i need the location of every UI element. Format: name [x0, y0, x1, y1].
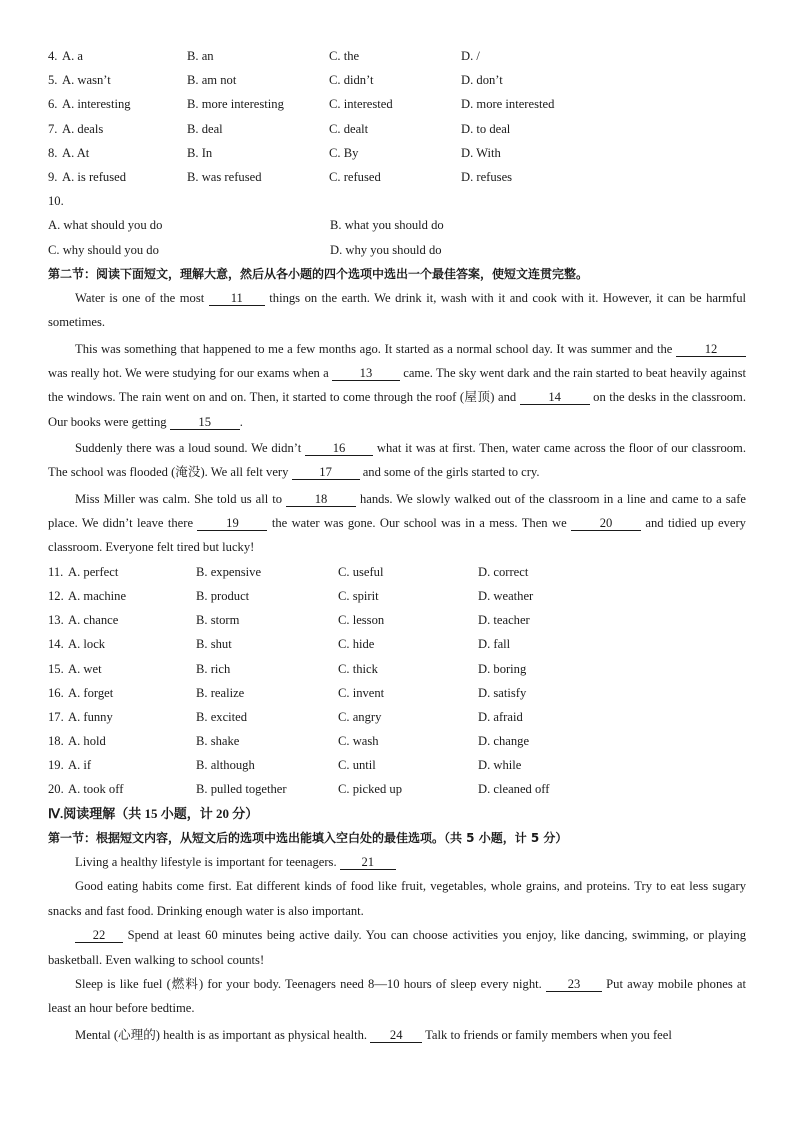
- question-row: [48, 44, 746, 68]
- blank-11: 11: [209, 291, 265, 306]
- option-b[interactable]: B. was refused: [187, 169, 262, 184]
- option-d[interactable]: D. why you should do: [330, 242, 442, 257]
- option-c[interactable]: C. dealt: [329, 121, 369, 136]
- section-4-heading: Ⅳ.阅读理解（共 15 小题，计 20 分）: [48, 805, 259, 821]
- option-a[interactable]: A. At: [62, 145, 90, 160]
- option-a[interactable]: A. wet: [68, 661, 102, 676]
- question-row: [48, 777, 746, 801]
- option-d[interactable]: D. boring: [478, 661, 527, 676]
- question-number: 11.: [48, 564, 64, 579]
- option-d[interactable]: D. don’t: [461, 73, 503, 88]
- question-number: 15.: [48, 661, 64, 676]
- blank-15: 15: [170, 415, 240, 430]
- question-number: 7.: [48, 121, 58, 136]
- blank-23: 23: [546, 977, 602, 992]
- question-row: [48, 560, 746, 584]
- section-4-subheading: 第一节：根据短文内容，从短文后的选项中选出能填入空白处的最佳选项。（共 5 小题，计 5 分）: [48, 830, 568, 845]
- option-d[interactable]: D. With: [461, 145, 501, 160]
- option-d[interactable]: D. cleaned off: [478, 782, 550, 797]
- reading-paragraph-4: Sleep is like fuel (燃料) for your body. Teenagers need 8—10 hours of sleep every night. 23 Put away mobile phones at least an hour before bedtime.: [48, 977, 747, 1016]
- option-b[interactable]: B. deal: [187, 121, 223, 136]
- option-d[interactable]: D. refuses: [461, 169, 513, 184]
- option-b[interactable]: B. rich: [196, 661, 231, 676]
- question-number: 20.: [48, 782, 64, 797]
- option-a[interactable]: A. funny: [68, 709, 113, 724]
- option-d[interactable]: D. correct: [478, 564, 529, 579]
- blank-21: 21: [340, 855, 396, 870]
- option-b[interactable]: B. excited: [196, 709, 248, 724]
- question-number: 17.: [48, 709, 64, 724]
- question-row: [48, 632, 746, 656]
- option-b[interactable]: B. an: [187, 49, 214, 63]
- reading-paragraph-2: Good eating habits come first. Eat different kinds of food like fruit, vegetables, whole grains, and proteins. Try to eat less sugary snacks and fast food. Drinking enough water is also important.: [48, 879, 746, 918]
- reading-paragraph-3: 22 Spend at least 60 minutes being active daily. You can choose activities you enjoy, like dancing, swimming, or playing basketball. Even walking to school counts!: [48, 928, 746, 967]
- question-number: 16.: [48, 685, 64, 700]
- option-a[interactable]: A. took off: [68, 782, 124, 797]
- option-c[interactable]: C. invent: [338, 685, 385, 700]
- question-number: 6.: [48, 97, 58, 112]
- blank-18: 18: [286, 492, 356, 507]
- question-number: 8.: [48, 145, 58, 160]
- option-a[interactable]: A. if: [68, 758, 92, 773]
- exam-page: [48, 44, 746, 1047]
- passage-paragraph-4: Miss Miller was calm. She told us all to 18 hands. We slowly walked out of the classroom in a line and came to a safe place. We didn’t leave there 19 the water was gone. Our school was in a mess. Then we 20 and tidied up every classroom. Everyone felt tired but lucky!: [48, 491, 746, 555]
- question-number: 13.: [48, 613, 64, 628]
- option-c[interactable]: C. By: [329, 145, 359, 160]
- option-c[interactable]: C. useful: [338, 564, 384, 579]
- option-b[interactable]: B. In: [187, 145, 213, 160]
- option-d[interactable]: D. teacher: [478, 613, 530, 628]
- option-c[interactable]: C. lesson: [338, 613, 385, 628]
- question-number: 9.: [48, 169, 58, 184]
- option-a[interactable]: A. perfect: [68, 564, 119, 579]
- blank-14: 14: [520, 390, 590, 405]
- question-row: [48, 753, 746, 777]
- question-number: 18.: [48, 734, 64, 749]
- question-row: [48, 584, 746, 608]
- question-number: 5.: [48, 73, 58, 88]
- question-row: [48, 68, 746, 92]
- passage-paragraph-3: Suddenly there was a loud sound. We didn’t 16 what it was at first. Then, water came across the floor of our classroom. The school was flooded (淹没). We all felt very 17 and some of the girls started to cry.: [48, 440, 746, 480]
- passage-paragraph-2: This was something that happened to me a few months ago. It started as a normal school day. It was summer and the 12 was really hot. We were studying for our exams when a 13 came. The sky went dark and the rain started to beat heavily against the windows. The rain went on and on. Then, it started to come through the roof (屋顶) and 14 on the desks in the classroom. Our books were getting 15 .: [48, 341, 747, 429]
- option-a[interactable]: A. what should you do: [48, 218, 163, 233]
- question-row: [48, 608, 746, 632]
- question-number: 19.: [48, 758, 64, 773]
- option-c[interactable]: C. interested: [329, 97, 393, 112]
- option-c[interactable]: C. refused: [329, 169, 381, 184]
- option-d[interactable]: D. more interested: [461, 97, 555, 112]
- option-d[interactable]: D. satisfy: [478, 685, 527, 700]
- passage-paragraph-1: Water is one of the most 11 things on the earth. We drink it, wash with it and cook with it. However, it can be harmful sometimes.: [48, 290, 747, 330]
- option-c[interactable]: C. thick: [338, 661, 378, 676]
- option-a[interactable]: A. machine: [68, 588, 127, 603]
- question-10-row-2: [48, 238, 746, 262]
- question-row: [48, 92, 746, 116]
- option-a[interactable]: A. chance: [68, 613, 119, 628]
- option-b[interactable]: B. storm: [196, 613, 240, 628]
- option-b[interactable]: B. expensive: [196, 564, 262, 579]
- blank-12: 12: [676, 342, 746, 357]
- reading-paragraph-5: Mental (心理的) health is as important as physical health. 24 Talk to friends or family members when you feel: [75, 1027, 672, 1042]
- option-c[interactable]: C. picked up: [338, 782, 403, 797]
- option-b[interactable]: B. although: [196, 758, 255, 773]
- question-row: [48, 705, 746, 729]
- option-b[interactable]: B. product: [196, 588, 250, 603]
- option-b[interactable]: B. shut: [196, 637, 232, 652]
- option-d[interactable]: D. change: [478, 734, 530, 749]
- option-c[interactable]: C. why should you do: [48, 242, 159, 257]
- option-d[interactable]: D. to deal: [461, 121, 511, 136]
- option-a[interactable]: A. is refused: [62, 169, 127, 184]
- question-row: [48, 681, 746, 705]
- blank-22: 22: [75, 928, 123, 943]
- question-row: [48, 165, 746, 189]
- option-a[interactable]: A. forget: [68, 685, 114, 700]
- option-c[interactable]: C. the: [329, 49, 360, 63]
- option-c[interactable]: C. spirit: [338, 588, 379, 603]
- question-row: [48, 729, 746, 753]
- question-10-number: 10.: [48, 194, 64, 209]
- blank-13: 13: [332, 366, 400, 381]
- option-b[interactable]: B. what you should do: [330, 218, 444, 233]
- option-d[interactable]: D. fall: [478, 637, 511, 652]
- option-a[interactable]: A. wasn’t: [62, 73, 111, 88]
- question-list-part2: [48, 560, 746, 802]
- question-row: [48, 141, 746, 165]
- option-d[interactable]: D. /: [461, 49, 480, 63]
- option-a[interactable]: A. interesting: [62, 97, 131, 112]
- question-list-part1: [48, 44, 746, 189]
- blank-17: 17: [292, 465, 360, 480]
- blank-20: 20: [571, 516, 641, 531]
- blank-24: 24: [370, 1028, 422, 1043]
- blank-19: 19: [197, 516, 267, 531]
- option-c[interactable]: C. until: [338, 758, 376, 773]
- reading-paragraph-1: Living a healthy lifestyle is important for teenagers. 21: [48, 850, 746, 874]
- option-d[interactable]: D. while: [478, 758, 522, 773]
- option-c[interactable]: C. angry: [338, 709, 382, 724]
- option-b[interactable]: B. am not: [187, 73, 237, 88]
- option-c[interactable]: C. didn’t: [329, 73, 374, 88]
- option-d[interactable]: D. weather: [478, 588, 534, 603]
- question-row: [48, 657, 746, 681]
- question-number: 14.: [48, 637, 64, 652]
- question-10-row-1: [48, 213, 746, 237]
- option-b[interactable]: B. more interesting: [187, 97, 284, 112]
- section-2-heading: 第二节：阅读下面短文，理解大意，然后从各小题的四个选项中选出一个最佳答案，使短文连贯完整。: [48, 266, 589, 281]
- option-b[interactable]: B. realize: [196, 685, 245, 700]
- question-number: 4.: [48, 49, 58, 63]
- option-a[interactable]: A. lock: [68, 637, 106, 652]
- question-number: 12.: [48, 588, 64, 603]
- option-c[interactable]: C. hide: [338, 637, 375, 652]
- question-row: [48, 117, 746, 141]
- option-a[interactable]: A. a: [62, 49, 83, 63]
- option-b[interactable]: B. shake: [196, 734, 240, 749]
- option-b[interactable]: B. pulled together: [196, 782, 287, 797]
- option-a[interactable]: A. deals: [62, 121, 104, 136]
- blank-16: 16: [305, 441, 373, 456]
- option-a[interactable]: A. hold: [68, 734, 106, 749]
- option-c[interactable]: C. wash: [338, 734, 379, 749]
- option-d[interactable]: D. afraid: [478, 709, 523, 724]
